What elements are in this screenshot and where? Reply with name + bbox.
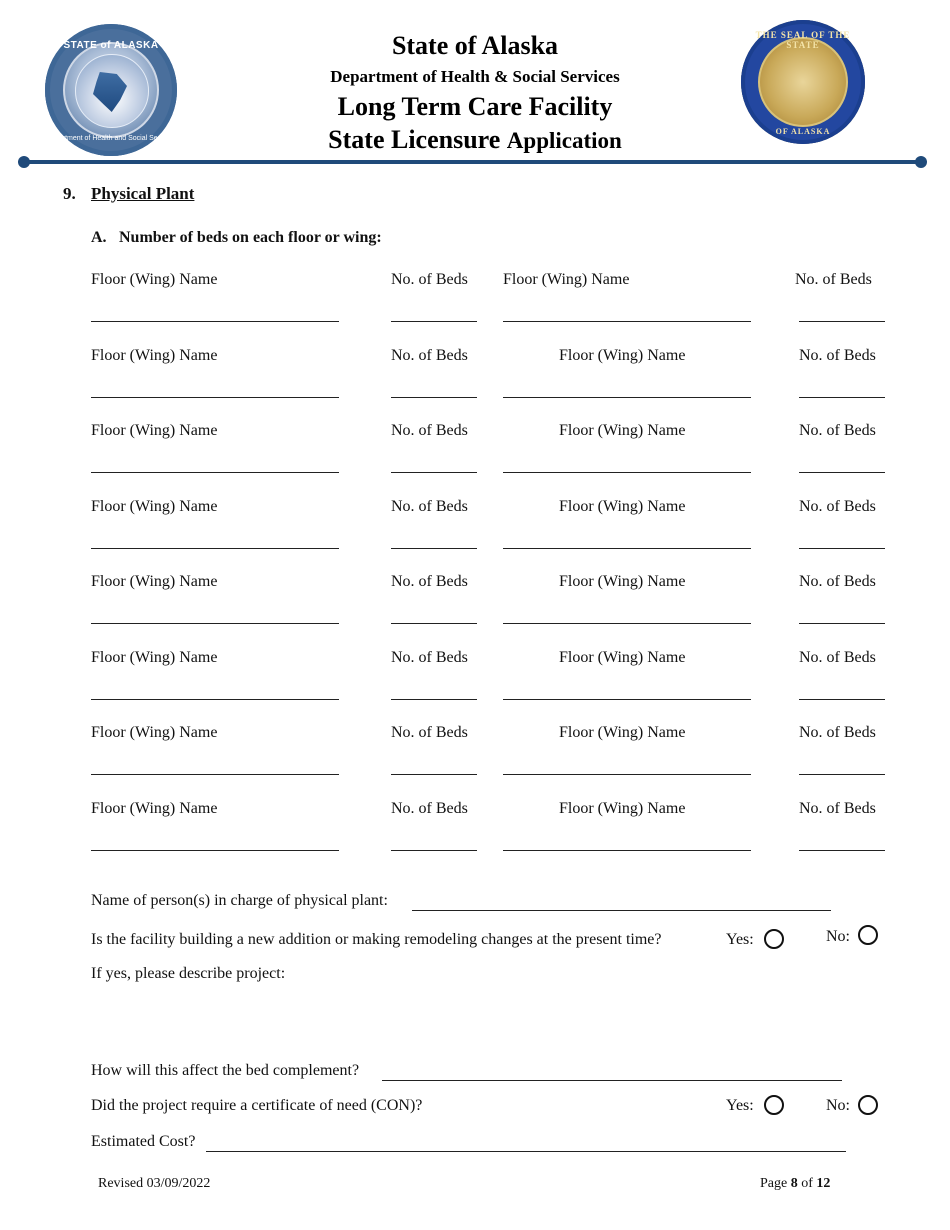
header-divider xyxy=(24,160,921,164)
bed-complement-label: How will this affect the bed complement? xyxy=(91,1062,360,1079)
bed-row-left-beds-field[interactable] xyxy=(391,472,477,473)
bed-row-right-name-label: Floor (Wing) Name xyxy=(559,498,686,515)
bed-row-right-name-field[interactable] xyxy=(503,548,751,549)
bed-row-right-name-field[interactable] xyxy=(503,623,751,624)
bed-row-left-beds-field[interactable] xyxy=(391,397,477,398)
new-addition-yes-label: Yes: xyxy=(726,931,754,948)
bed-row-right-name-label: Floor (Wing) Name xyxy=(559,724,686,741)
bed-row-left-name-field[interactable] xyxy=(91,397,339,398)
bed-row-right-beds-label: No. of Beds xyxy=(799,422,876,439)
bed-row-right-beds-field[interactable] xyxy=(799,623,885,624)
bed-row-left-name-label: Floor (Wing) Name xyxy=(91,800,218,817)
estimated-cost-field[interactable] xyxy=(206,1151,846,1152)
section-number: 9. xyxy=(63,184,76,203)
subsection-letter: A. xyxy=(91,229,107,246)
bed-row-right-beds-label: No. of Beds xyxy=(799,347,876,364)
con-yes-label: Yes: xyxy=(726,1097,754,1114)
bed-row-right-beds-label: No. of Beds xyxy=(799,649,876,666)
department-name: Department of Health & Social Services xyxy=(330,67,620,86)
logo-text-top: STATE of ALASKA xyxy=(63,40,159,51)
divider-endcap-right xyxy=(915,156,927,168)
new-addition-yes-radio[interactable] xyxy=(764,929,784,949)
bed-row-right-beds-field[interactable] xyxy=(799,321,885,322)
revision-date: Revised 03/09/2022 xyxy=(98,1176,211,1191)
seal-text-bottom: OF ALASKA xyxy=(775,127,831,136)
new-addition-no-label: No: xyxy=(826,928,850,945)
bed-row-right-beds-label: No. of Beds xyxy=(799,800,876,817)
bed-complement-field[interactable] xyxy=(382,1080,842,1081)
describe-project-field[interactable] xyxy=(91,990,881,1050)
bed-row-left-name-field[interactable] xyxy=(91,472,339,473)
bed-row-left-name-field[interactable] xyxy=(91,623,339,624)
bed-row-left-beds-label: No. of Beds xyxy=(391,724,468,741)
bed-row-right-beds-label: No. of Beds xyxy=(799,498,876,515)
bed-row-right-name-field[interactable] xyxy=(503,699,751,700)
bed-row-right-name-label: Floor (Wing) Name xyxy=(559,347,686,364)
bed-row-right-beds-field[interactable] xyxy=(799,699,885,700)
bed-row-left-name-label: Floor (Wing) Name xyxy=(91,498,218,515)
bed-row-left-name-label: Floor (Wing) Name xyxy=(91,573,218,590)
estimated-cost-label: Estimated Cost? xyxy=(91,1133,196,1150)
bed-row-right-beds-label: No. of Beds xyxy=(799,573,876,590)
document-title: State of Alaska xyxy=(391,31,559,60)
page-total: 12 xyxy=(816,1176,831,1191)
bed-row-left-name-label: Floor (Wing) Name xyxy=(91,271,218,288)
bed-row-left-beds-label: No. of Beds xyxy=(391,498,468,515)
bed-row-left-name-field[interactable] xyxy=(91,699,339,700)
bed-row-left-name-field[interactable] xyxy=(91,321,339,322)
logo-text-bottom: Department of Health and Social Services xyxy=(46,135,176,142)
bed-row-left-beds-label: No. of Beds xyxy=(391,422,468,439)
section-title: Physical Plant xyxy=(91,184,195,203)
bed-row-right-name-label: Floor (Wing) Name xyxy=(503,271,630,288)
bed-row-left-beds-label: No. of Beds xyxy=(391,800,468,817)
subsection-title: Number of beds on each floor or wing: xyxy=(119,229,382,246)
bed-row-right-beds-label: No. of Beds xyxy=(799,724,876,741)
page-current: 8 xyxy=(790,1176,798,1191)
bed-row-right-beds-field[interactable] xyxy=(799,548,885,549)
bed-row-left-beds-label: No. of Beds xyxy=(391,271,468,288)
state-seal xyxy=(741,20,865,144)
describe-project-label: If yes, please describe project: xyxy=(91,965,286,982)
bed-row-left-beds-label: No. of Beds xyxy=(391,649,468,666)
bed-row-left-name-label: Floor (Wing) Name xyxy=(91,347,218,364)
bed-row-right-beds-field[interactable] xyxy=(799,397,885,398)
divider-endcap-left xyxy=(18,156,30,168)
con-yes-radio[interactable] xyxy=(764,1095,784,1115)
new-addition-question: Is the facility building a new addition or making remodeling changes at the present time? xyxy=(91,931,662,948)
bed-row-left-beds-field[interactable] xyxy=(391,774,477,775)
bed-row-left-name-field[interactable] xyxy=(91,548,339,549)
bed-row-right-name-field[interactable] xyxy=(503,774,751,775)
page-number xyxy=(760,1176,830,1192)
bed-row-right-name-field[interactable] xyxy=(503,472,751,473)
person-in-charge-field[interactable] xyxy=(412,910,831,911)
bed-row-left-name-label: Floor (Wing) Name xyxy=(91,422,218,439)
bed-row-right-name-field[interactable] xyxy=(503,850,751,851)
bed-row-left-beds-field[interactable] xyxy=(391,548,477,549)
bed-row-right-name-field[interactable] xyxy=(503,397,751,398)
bed-row-left-beds-label: No. of Beds xyxy=(391,573,468,590)
new-addition-no-radio[interactable] xyxy=(858,925,878,945)
person-in-charge-label: Name of person(s) in charge of physical plant: xyxy=(91,892,388,909)
bed-row-right-beds-label: No. of Beds xyxy=(795,271,872,288)
bed-row-left-beds-field[interactable] xyxy=(391,321,477,322)
subtitle-main: State Licensure xyxy=(328,125,501,154)
bed-row-left-name-label: Floor (Wing) Name xyxy=(91,724,218,741)
bed-row-left-name-field[interactable] xyxy=(91,850,339,851)
con-no-label: No: xyxy=(826,1097,850,1114)
bed-row-left-beds-label: No. of Beds xyxy=(391,347,468,364)
bed-row-right-name-label: Floor (Wing) Name xyxy=(559,649,686,666)
bed-row-right-name-field[interactable] xyxy=(503,321,751,322)
bed-row-left-beds-field[interactable] xyxy=(391,623,477,624)
page-prefix: Page xyxy=(760,1176,788,1191)
subtitle-small: Application xyxy=(506,128,622,153)
page-of: of xyxy=(801,1176,813,1191)
bed-row-left-beds-field[interactable] xyxy=(391,850,477,851)
bed-row-right-beds-field[interactable] xyxy=(799,774,885,775)
bed-row-right-beds-field[interactable] xyxy=(799,472,885,473)
con-no-radio[interactable] xyxy=(858,1095,878,1115)
bed-row-right-name-label: Floor (Wing) Name xyxy=(559,573,686,590)
bed-row-right-beds-field[interactable] xyxy=(799,850,885,851)
document-subtitle: Long Term Care Facility xyxy=(337,92,613,121)
bed-row-right-name-label: Floor (Wing) Name xyxy=(559,800,686,817)
bed-row-left-name-label: Floor (Wing) Name xyxy=(91,649,218,666)
seal-text-top: THE SEAL OF THE STATE xyxy=(755,30,851,50)
con-question: Did the project require a certificate of need (CON)? xyxy=(91,1097,423,1114)
bed-row-left-beds-field[interactable] xyxy=(391,699,477,700)
bed-row-right-name-label: Floor (Wing) Name xyxy=(559,422,686,439)
bed-row-left-name-field[interactable] xyxy=(91,774,339,775)
